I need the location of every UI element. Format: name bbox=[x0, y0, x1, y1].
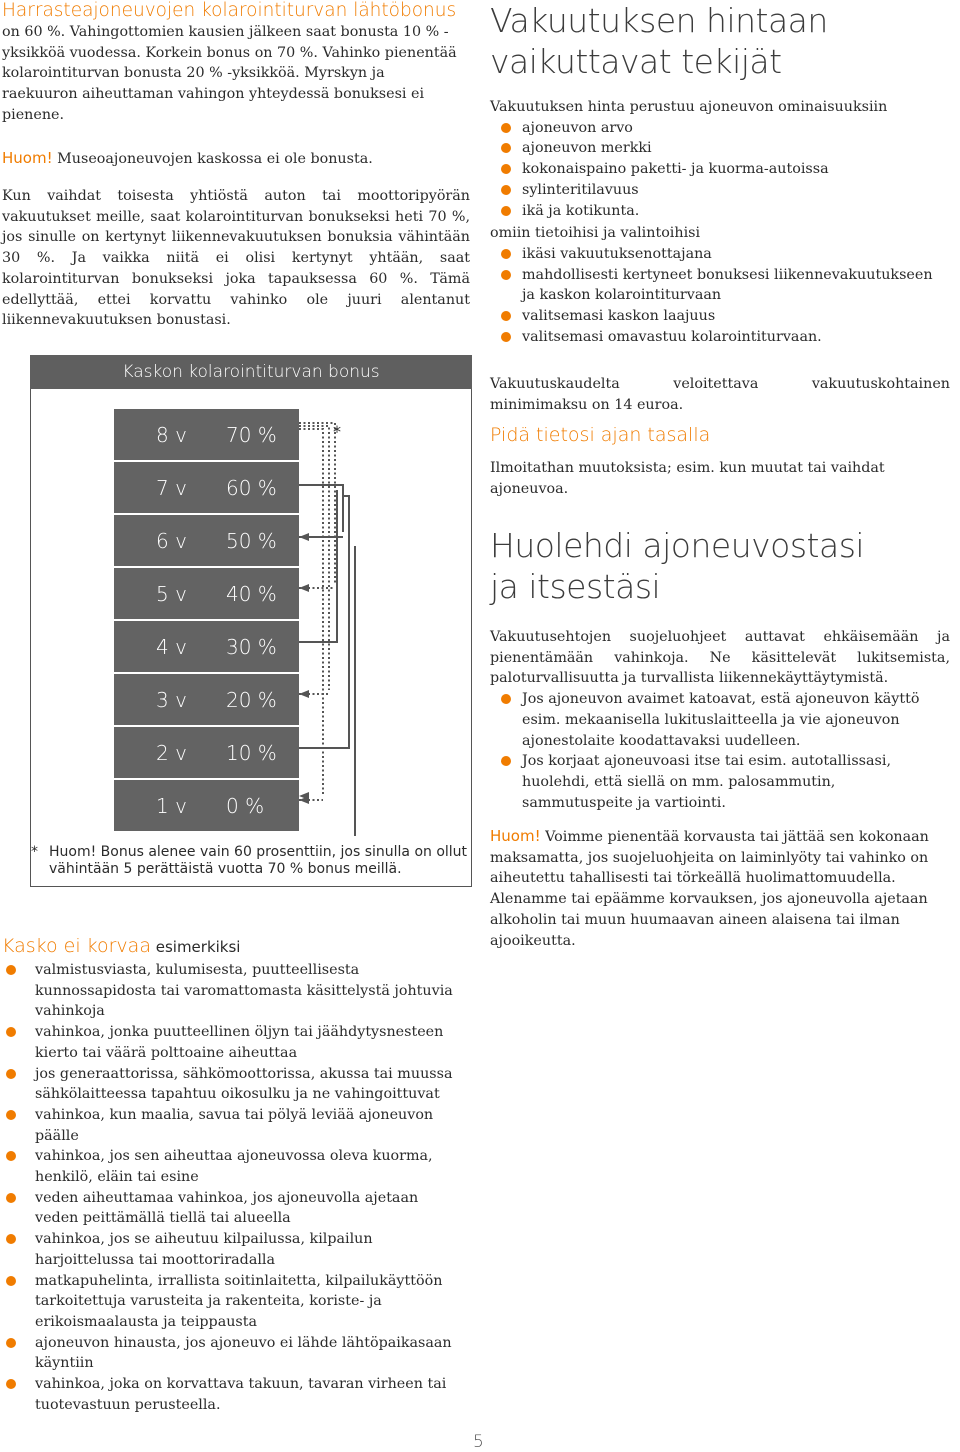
bullet-icon bbox=[501, 143, 511, 153]
vehicle-item bbox=[490, 159, 950, 180]
bullet-icon bbox=[6, 1193, 16, 1203]
page-number: 5 bbox=[473, 1432, 484, 1452]
bullet-icon bbox=[6, 1151, 16, 1161]
own-item-text: valitsemasi kaskon laajuus bbox=[522, 308, 716, 325]
step-percent: 70 % bbox=[226, 422, 277, 447]
own-item-text: ikäsi vakuutuksenottajana bbox=[522, 245, 712, 262]
keep-title: Pidä tietosi ajan tasalla bbox=[490, 424, 711, 446]
kasko-item-text: vahinkoa, jonka puutteellinen öljyn tai jäähdytysnesteen kierto tai väärä polttoaine aiheuttaa bbox=[35, 1024, 444, 1061]
care-heading-line1: Huolehdi ajoneuvostasi bbox=[490, 526, 865, 565]
figure-asterisk: * bbox=[333, 422, 341, 441]
kasko-item-text: jos generaattorissa, sähkömoottorissa, akussa tai muussa sähkölaitteessa tapahtuu oikosulku ja ne vahingoittuvat bbox=[35, 1065, 453, 1103]
bullet-icon bbox=[6, 1234, 16, 1244]
bullet-icon bbox=[6, 1338, 16, 1348]
price-factors bbox=[490, 97, 950, 347]
keep-text: Ilmoitathan muutoksista; esim. kun muutat tai vaihdat ajoneuvoa. bbox=[490, 460, 885, 497]
final-huom-label: Huom! bbox=[490, 827, 541, 845]
bullet-icon bbox=[501, 270, 511, 280]
step-percent: 30 % bbox=[226, 634, 277, 659]
vehicle-item bbox=[490, 201, 950, 222]
bullet-icon bbox=[6, 1110, 16, 1120]
step-percent: 0 % bbox=[226, 793, 265, 818]
kasko-item bbox=[2, 1064, 462, 1105]
bullet-icon bbox=[6, 1379, 16, 1389]
protect-text: Vakuutusehtojen suojeluohjeet auttavat ehkäisemään ja pienentämään vahinkoja. Ne käsittelevät lukitsemista, paloturvallisuutta ja turvallista liikennekäyttäytymistä. bbox=[490, 629, 950, 687]
bullet-icon bbox=[501, 756, 511, 766]
bullet-icon bbox=[501, 332, 511, 342]
step-years: 7 v bbox=[156, 475, 187, 500]
minimum-text: Vakuutuskaudelta veloitettava vakuutuskohtainen minimimaksu on 14 euroa. bbox=[490, 376, 950, 413]
figure-title: Kaskon kolarointiturvan bonus bbox=[30, 355, 472, 389]
huom-label: Huom! bbox=[2, 149, 53, 167]
protect-list bbox=[490, 689, 930, 813]
bonus-arrows bbox=[31, 356, 471, 836]
bullet-icon bbox=[501, 311, 511, 321]
own-item bbox=[490, 306, 950, 327]
bonus-figure bbox=[30, 355, 472, 887]
bullet-icon bbox=[501, 206, 511, 216]
huom-text: Museoajoneuvojen kaskossa ei ole bonusta. bbox=[52, 151, 373, 167]
bullet-icon bbox=[501, 694, 511, 704]
kasko-item-text: matkapuhelinta, irrallista soitinlaitetta, kilpailukäyttöön tarkoitettuja varusteita ja rakenteita, koriste- ja erikoismaalausta ja teippausta bbox=[35, 1272, 443, 1330]
bullet-icon bbox=[501, 249, 511, 259]
step-years: 5 v bbox=[156, 581, 187, 606]
final-note bbox=[490, 826, 940, 951]
own-item-text: valitsemasi omavastuu kolarointiturvaan. bbox=[522, 328, 822, 345]
protect-section bbox=[490, 627, 950, 813]
step-years: 3 v bbox=[156, 687, 187, 712]
step-years: 8 v bbox=[156, 422, 187, 447]
bonus-text: on 60 %. Vahingottomien kausien jälkeen saat bonusta 10 % -yksikköä vuodessa. Korkein bonus on 70 %. Vahinko pienentää kolarointiturvan bonusta 20 % -yksikköä. Myrskyn ja raekuuron aiheuttaman vahingon yhteydessä bonuksesi ei pienene. bbox=[2, 24, 457, 123]
protect-item bbox=[490, 689, 930, 751]
kasko-title: Kasko ei korvaa bbox=[2, 935, 151, 957]
vehicle-item-text: ikä ja kotikunta. bbox=[522, 202, 640, 219]
own-list bbox=[490, 244, 950, 348]
protect-item-text: Jos korjaat ajoneuvoasi itse tai esim. autotallissasi, huolehdi, että siellä on mm. palosammutin, sammutuspeite ja vartiointi. bbox=[522, 753, 891, 811]
kasko-item bbox=[2, 1271, 462, 1333]
kasko-item bbox=[2, 1229, 462, 1270]
kasko-item-text: vahinkoa, kun maalia, savua tai pölyä leviää ajoneuvon päälle bbox=[35, 1106, 434, 1144]
vehicle-item bbox=[490, 138, 950, 159]
vehicle-item bbox=[490, 180, 950, 201]
step-percent: 50 % bbox=[226, 528, 277, 553]
kasko-item-text: vahinkoa, joka on korvattava takuun, tavaran virheen tai tuotevastuun perusteella. bbox=[35, 1376, 447, 1413]
kasko-item bbox=[2, 960, 462, 1022]
own-item-text: mahdollisesti kertyneet bonuksesi liikennevakuutukseen ja kaskon kolarointiturvaan bbox=[522, 266, 933, 304]
final-huom-text: Voimme pienentää korvausta tai jättää sen kokonaan maksamatta, jos suojeluohjeita on laiminlyöty tai vahinko on aiheutettu tahallisesti tai törkeällä huolimattomuudella. Alenamme tai epäämme korvauksen, jos ajoneuvolla ajetaan alkoholin tai muun huumaavan aineen alaisena tai ilman ajooikeutta. bbox=[490, 829, 929, 949]
kasko-item-text: veden aiheuttamaa vahinkoa, jos ajoneuvolla ajetaan veden peittämällä tiellä tai alueella bbox=[35, 1189, 419, 1227]
vehicle-item-text: kokonaispaino paketti- ja kuorma-autoissa bbox=[522, 161, 829, 178]
vehicle-item-text: sylinteritilavuus bbox=[522, 181, 639, 198]
kasko-item bbox=[2, 1374, 462, 1415]
care-heading-line2: ja itsestäsi bbox=[490, 567, 661, 606]
own-item bbox=[490, 244, 950, 265]
kasko-item bbox=[2, 1022, 462, 1063]
bullet-icon bbox=[6, 965, 16, 975]
bullet-icon bbox=[501, 185, 511, 195]
museum-note bbox=[2, 148, 470, 170]
protect-item-text: Jos ajoneuvon avaimet katoavat, estä ajoneuvon käyttö esim. mekaanisella lukituslaitteella ja vie ajoneuvon ajonestolaite koodattavaksi uudelleen. bbox=[522, 691, 920, 749]
bullet-icon bbox=[6, 1027, 16, 1037]
kasko-subtitle: esimerkiksi bbox=[150, 938, 241, 956]
note-star: * bbox=[31, 844, 38, 860]
kasko-section bbox=[2, 935, 462, 1415]
bonus-title: Harrasteajoneuvojen kolarointiturvan lähtöbonus bbox=[2, 0, 457, 21]
step-years: 1 v bbox=[156, 793, 187, 818]
vehicle-item bbox=[490, 118, 950, 139]
bullet-icon bbox=[501, 123, 511, 133]
bullet-icon bbox=[6, 1069, 16, 1079]
kasko-item-text: valmistusviasta, kulumisesta, puutteellisesta kunnossapidosta tai varomattomasta käsittelystä johtuvia vahinkoja bbox=[35, 962, 453, 1020]
kasko-heading bbox=[2, 935, 462, 958]
step-percent: 10 % bbox=[226, 740, 277, 765]
step-percent: 20 % bbox=[226, 687, 277, 712]
step-years: 4 v bbox=[156, 634, 187, 659]
price-intro: Vakuutuksen hinta perustuu ajoneuvon ominaisuuksiin bbox=[490, 99, 888, 115]
kasko-item-text: ajoneuvon hinausta, jos ajoneuvo ei lähde lähtöpaikasaan käyntiin bbox=[35, 1334, 452, 1372]
bonus-section bbox=[2, 0, 470, 126]
price-heading bbox=[490, 0, 828, 82]
vehicle-list bbox=[490, 118, 950, 222]
step-percent: 60 % bbox=[226, 475, 277, 500]
step-percent: 40 % bbox=[226, 581, 277, 606]
transfer-text: Kun vaihdat toisesta yhtiöstä auton tai moottoripyörän vakuutukset meille, saat kolarointiturvan bonukseksi heti 70 %, jos sinulle on kertynyt liikennevakuutuksen bonuksia vähintään 30 %. Ja vaikka niitä ei olisi kertynyt yhtään, saat kolarointiturvan bonukseksi joka tapauksessa 60 %. Tämä edellyttää, ettei korvattu vahinko ole juuri alentanut liikennevakuutuksen bonustasi. bbox=[2, 188, 470, 329]
own-item bbox=[490, 265, 950, 306]
kasko-item-text: vahinkoa, jos se aiheutuu kilpailussa, kilpailun harjoittelussa tai moottoriradalla bbox=[35, 1231, 373, 1268]
kasko-item bbox=[2, 1333, 462, 1374]
own-item bbox=[490, 327, 950, 348]
price-heading-line1: Vakuutuksen hintaan bbox=[490, 1, 828, 40]
own-intro: omiin tietoihisi ja valintoihisi bbox=[490, 225, 701, 242]
vehicle-item-text: ajoneuvon merkki bbox=[522, 140, 652, 157]
note-text: Huom! Bonus alenee vain 60 prosenttiin, jos sinulla on ollut vähintään 5 perättäistä vuotta 70 % bonus meillä. bbox=[49, 844, 468, 877]
kasko-item bbox=[2, 1146, 462, 1187]
bullet-icon bbox=[501, 164, 511, 174]
step-years: 6 v bbox=[156, 528, 187, 553]
price-heading-line2: vaikuttavat tekijät bbox=[490, 42, 782, 81]
step-years: 2 v bbox=[156, 740, 187, 765]
care-heading bbox=[490, 525, 864, 607]
kasko-item bbox=[2, 1105, 462, 1146]
bullet-icon bbox=[6, 1276, 16, 1286]
arrow-line-2 bbox=[299, 426, 329, 690]
protect-item bbox=[490, 751, 930, 813]
kasko-item bbox=[2, 1188, 462, 1229]
vehicle-item-text: ajoneuvon arvo bbox=[522, 119, 633, 136]
kasko-item-text: vahinkoa, jos sen aiheuttaa ajoneuvossa oleva kuorma, henkilö, eläin tai esine bbox=[35, 1148, 433, 1186]
kasko-list bbox=[2, 960, 462, 1415]
